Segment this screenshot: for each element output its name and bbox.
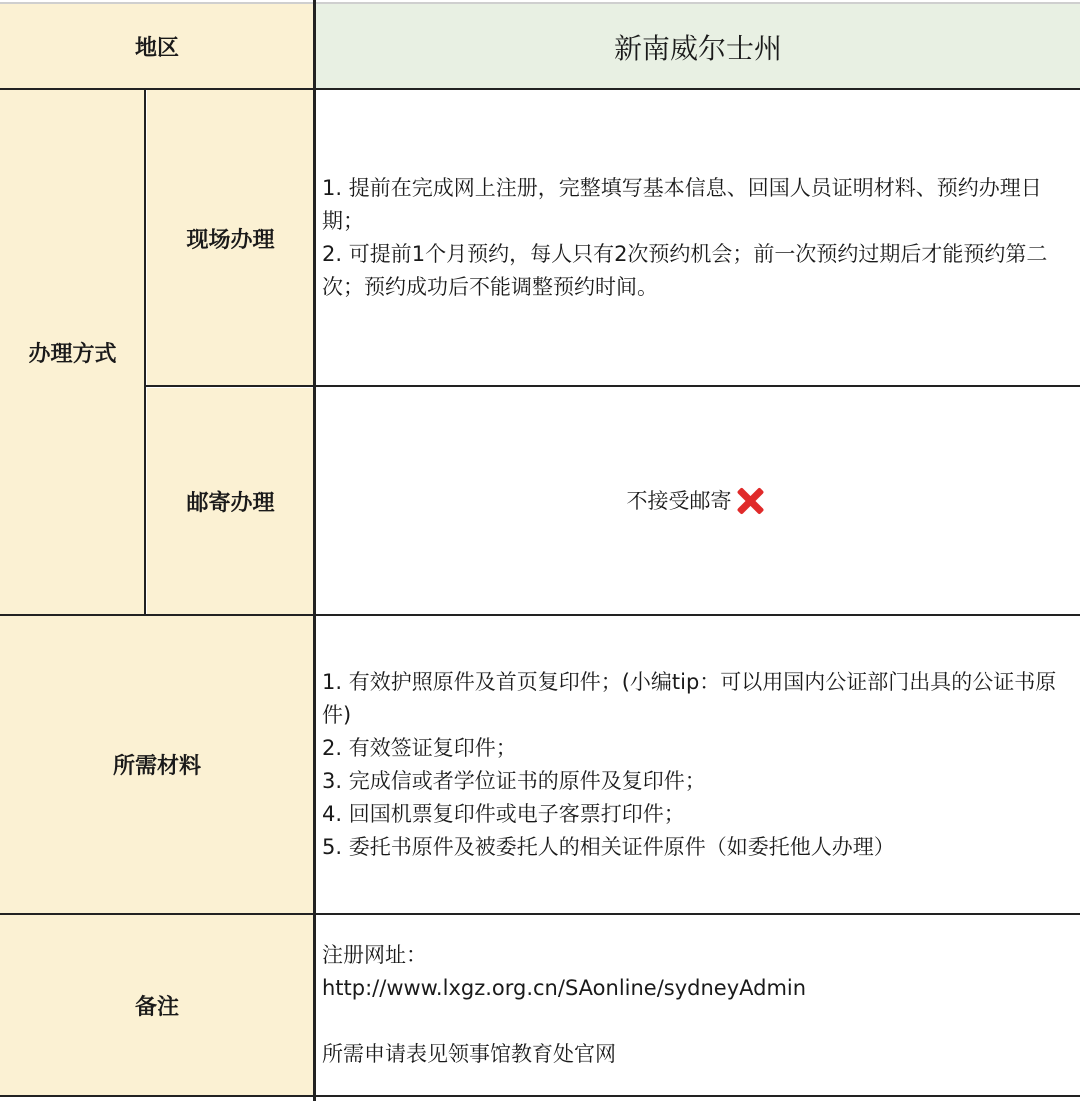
materials-line-1: 1. 有效护照原件及首页复印件；(小编tip：可以用国内公证部门出具的公证书原件) xyxy=(322,669,1057,727)
onsite-line-1: 1. 提前在完成网上注册，完整填写基本信息、回国人员证明材料、预约办理日期； xyxy=(322,176,1042,233)
onsite-content-cell xyxy=(316,90,1080,386)
region-label-cell xyxy=(0,4,314,89)
mail-content-cell xyxy=(316,388,1080,614)
materials-line-4: 4. 回国机票复印件或电子客票打印件； xyxy=(322,801,685,826)
notes-content-cell xyxy=(316,915,1080,1095)
row-divider-4 xyxy=(0,913,1080,915)
col-divider-main xyxy=(313,0,316,1101)
method-label-cell xyxy=(0,90,145,614)
row-divider-2 xyxy=(145,385,1080,387)
region-label: 地区 xyxy=(134,36,179,61)
forms-note: 所需申请表见领事馆教育处官网 xyxy=(322,1042,616,1066)
onsite-label-cell xyxy=(147,90,314,386)
region-title: 新南威尔士州 xyxy=(613,31,782,65)
region-value-cell xyxy=(316,4,1080,89)
materials-content-cell xyxy=(316,616,1080,913)
top-border xyxy=(0,2,1080,4)
col-divider-method xyxy=(144,88,146,616)
materials-label-cell xyxy=(0,616,314,913)
materials-label: 所需材料 xyxy=(112,754,201,779)
notes-spacer xyxy=(322,1005,806,1038)
method-label: 办理方式 xyxy=(28,341,117,367)
materials-line-2: 2. 有效签证复印件； xyxy=(322,735,517,760)
mail-value: 不接受邮寄 xyxy=(626,488,732,513)
mail-label-cell xyxy=(147,388,314,614)
onsite-label: 现场办理 xyxy=(186,227,275,253)
notes-label: 备注 xyxy=(134,994,179,1020)
row-divider-3 xyxy=(0,614,1080,616)
row-divider-5 xyxy=(0,1095,1080,1097)
row-divider-1 xyxy=(0,88,1080,90)
register-url[interactable]: http://www.lxgz.org.cn/SAonline/sydneyAdmin xyxy=(322,976,807,1000)
red-x-icon xyxy=(734,485,766,517)
onsite-line-2: 2. 可提前1个月预约，每人只有2次预约机会；前一次预约过期后才能预约第二次；预约成功后不能调整预约时间。 xyxy=(322,242,1048,299)
register-label: 注册网址： xyxy=(322,943,427,967)
materials-line-3: 3. 完成信或者学位证书的原件及复印件； xyxy=(322,768,706,793)
mail-label: 邮寄办理 xyxy=(186,490,275,516)
materials-line-5: 5. 委托书原件及被委托人的相关证件原件（如委托他人办理） xyxy=(322,834,895,859)
notes-label-cell xyxy=(0,915,314,1095)
